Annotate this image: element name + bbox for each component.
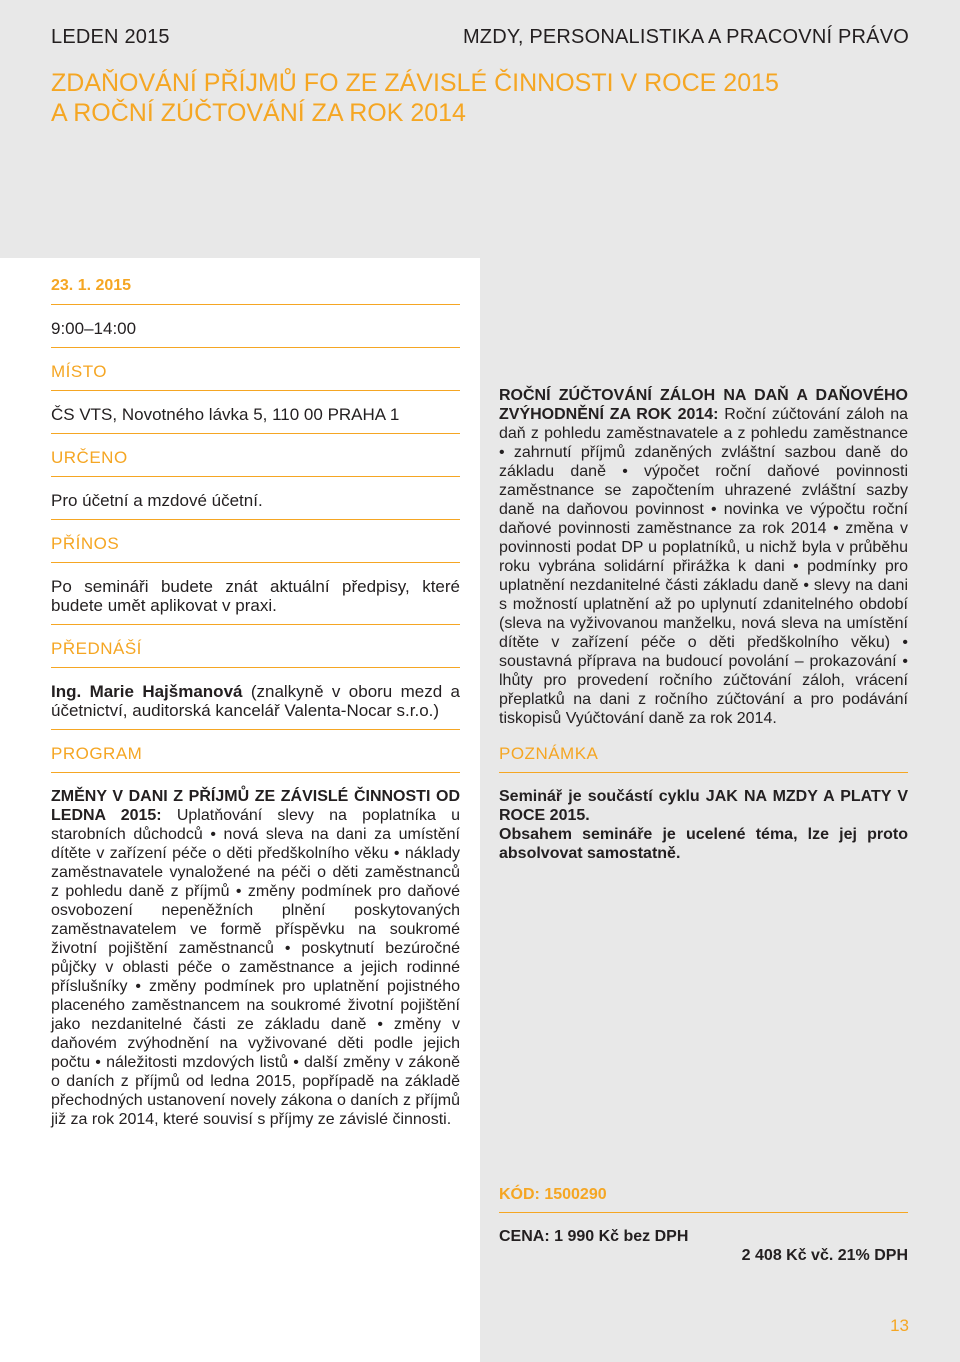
lecturer-block xyxy=(51,682,460,730)
course-code: KÓD: 1500290 xyxy=(499,1186,908,1213)
program-label-block xyxy=(51,744,460,773)
price-incl-vat: 2 408 Kč vč. 21% DPH xyxy=(741,1247,908,1264)
page-number: 13 xyxy=(890,1316,909,1335)
target-value: Pro účetní a mzdové účetní. xyxy=(51,491,263,510)
section-title: MZDY, PERSONALISTIKA A PRACOVNÍ PRÁVO xyxy=(462,26,909,48)
target-label: URČENO xyxy=(51,448,128,467)
benefit-label: PŘÍNOS xyxy=(51,534,120,553)
program-part2-text: Roční zúčtování záloh na daň z pohledu zaměstnavatele a z pohledu zaměstnance • zahrnutí příjmů zdaněných zvláštní sazbou daně do základu daně • výpočet roční daňové povinnosti zaměstnance se započtením uhrazené zvláštní sazby daně na daňovou povinnost • novinka ve výpočtu roční daňové povinnosti zaměstnance za rok 2014 • změna v povinnosti podat DP u poplatníků, u nichž byla v průběhu roku vybrána solidární přirážka k dani • podmínky pro uplatnění nezdanitelné části základu daně • slevy na dani s možností uplatnění až po uplynutí zdanitelného období (sleva na vyživovanou manželku, nová sleva na umístění dítěte v zařízení péče o děti předškolního věku) • soustavná příprava na budoucí povolání – prokazování • lhůty pro provedení ročního zúčtování záloh, vrácení přeplatků na dani z ročního zúčtování a pro podávání tiskopisů Vyúčtování daně za rok 2014. xyxy=(499,406,909,727)
note-label-block xyxy=(499,744,908,773)
seminar-title-line1: ZDAŇOVÁNÍ PŘÍJMŮ FO ZE ZÁVISLÉ ČINNOSTI V ROCE 2015 xyxy=(51,69,779,97)
program-part1-text: Uplatňování slevy na poplatníka u starobních důchodců • nová sleva na dani za umístění dítěte v zařízení péče o děti předškolního věku • náklady zaměstnavatele vynaložené na péči o děti zaměstnanců z pohledu daně z příjmů • změny podmínek pro daňové osvobození nepeněžních plnění poskytovaných zaměstnavatelem ve formě příspěvku na soukromé životní pojištění zaměstnanců • poskytnutí bezúročné půjčky v oblasti péče o zaměstnance a jejich rodinné příslušníky • změny podmínek pro uplatnění pojistného placeného zaměstnancem na soukromé životní pojištění jako nezdanitelné části ze základu daně • změny v daňovém zvýhodnění na vyživované děti podle jejich počtu • náležitosti mzdových listů • další změny v zákoně o daních z příjmů od ledna 2015, popřípadě na základě přechodných ustanovení novely zákona o daních z příjmů již za rok 2014, které souvisí s příjmy ze závislé činnosti. xyxy=(51,807,460,1128)
lecturer-label-block xyxy=(51,639,460,668)
seminar-time: 9:00–14:00 xyxy=(51,319,137,338)
lecturer-detail: (znalkyně v oboru mezd a účetnictví, auditorská kancelář Valenta-Nocar s.r.o.) xyxy=(51,682,460,720)
program-label: PROGRAM xyxy=(51,744,143,763)
lecturer-name: Ing. Marie Hajšmanová xyxy=(51,682,243,701)
benefit-label-block xyxy=(51,534,460,563)
place-label: MÍSTO xyxy=(51,362,108,381)
price-block xyxy=(499,1186,908,1265)
issue-date: LEDEN 2015 xyxy=(51,26,170,48)
price-excl-vat: CENA: 1 990 Kč bez DPH xyxy=(499,1228,689,1245)
seminar-title xyxy=(51,68,779,128)
seminar-title-line2: A ROČNÍ ZÚČTOVÁNÍ ZA ROK 2014 xyxy=(51,99,466,127)
program-part1 xyxy=(51,787,460,1129)
program-part2-heading: ROČNÍ ZÚČTOVÁNÍ ZÁLOH NA DAŇ A DAŇOVÉHO ZVÝHODNĚNÍ ZA ROK 2014: xyxy=(499,387,908,423)
benefit-block xyxy=(51,577,460,625)
target-label-block xyxy=(51,448,460,477)
benefit-value: Po semináři budete znát aktuální předpisy, které budete umět aplikovat v praxi. xyxy=(51,577,460,615)
lecturer-value xyxy=(51,682,460,720)
program-part2 xyxy=(499,386,908,728)
note-line1: Seminář je součástí cyklu JAK NA MZDY A PLATY V ROCE 2015. xyxy=(499,788,908,824)
seminar-date: 23. 1. 2015 xyxy=(51,277,132,294)
target-block xyxy=(51,491,460,520)
note-line2: Obsahem semináře je ucelené téma, lze jej proto absolvovat samostatně. xyxy=(499,826,908,862)
right-column xyxy=(499,386,908,863)
lecturer-label: PŘEDNÁŠÍ xyxy=(51,639,142,658)
date-block xyxy=(51,276,460,305)
note-label: POZNÁMKA xyxy=(499,744,599,763)
place-label-block xyxy=(51,362,460,391)
left-column xyxy=(51,276,460,1129)
program-part1-heading: ZMĚNY V DANI Z PŘÍJMŮ ZE ZÁVISLÉ ČINNOSTI OD LEDNA 2015: xyxy=(51,788,460,824)
place-block xyxy=(51,405,460,434)
place-value: ČS VTS, Novotného lávka 5, 110 00 PRAHA 1 xyxy=(51,405,400,424)
time-block xyxy=(51,319,460,348)
